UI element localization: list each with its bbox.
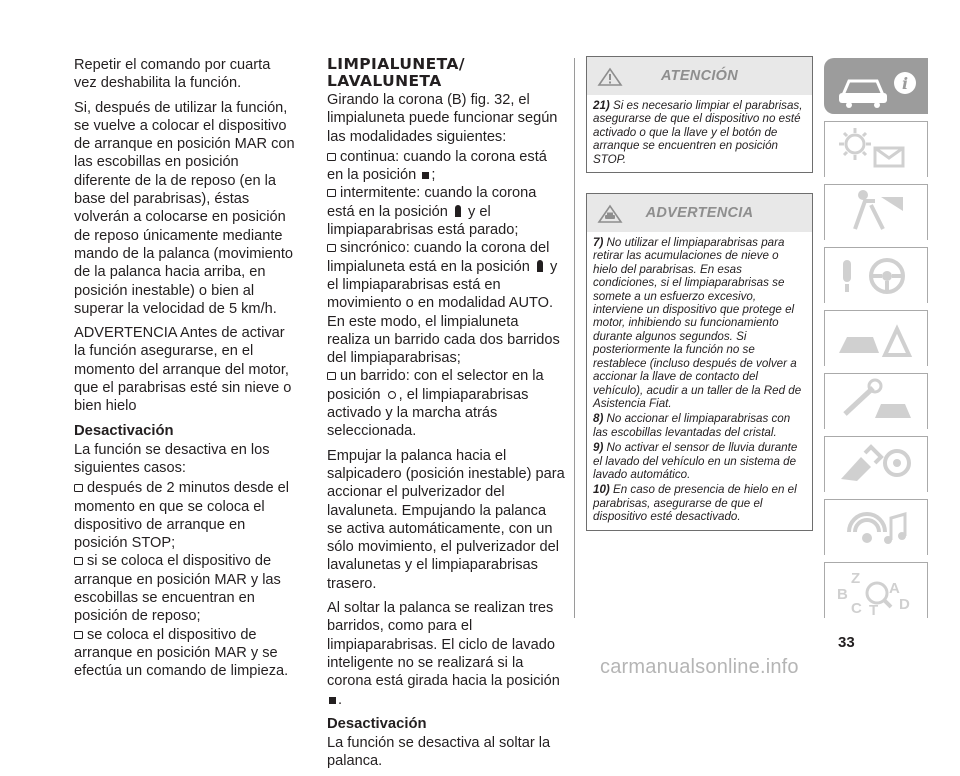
column-middle	[327, 56, 565, 776]
tab-technical-data[interactable]	[824, 436, 928, 492]
list-item: si se coloca el dispositivo de arranque en posición MAR y las escobillas se encuentran en posición de reposo;	[74, 553, 281, 625]
chapter-sidebar	[824, 58, 928, 625]
svg-text:i: i	[901, 74, 909, 93]
continuous-position-icon	[422, 172, 429, 179]
tab-emergency[interactable]	[824, 310, 928, 366]
index-letter: C	[851, 600, 862, 617]
warning-lights-icon	[825, 122, 929, 177]
multimedia-icon	[825, 500, 929, 555]
attention-box	[586, 56, 813, 173]
tab-safety[interactable]	[824, 184, 928, 240]
section-heading-desactivacion: Desactivación	[74, 422, 174, 439]
attention-body: 21) Si es necesario limpiar el parabrisas, asegurarse de que el dispositivo no esté activado o que la llave y el botón de arranque se encuentren en posición STOP.	[593, 99, 803, 166]
bullet-icon	[327, 372, 336, 380]
bullet-icon	[74, 484, 83, 492]
warning-body: 7) No utilizar el limpiaparabrisas para retirar las acumulaciones de nieve o hielo del parabrisas. En esas condiciones, si el limpiaparabrisas se somete a un esfuerzo excesivo, interviene un dispositivo que protege el motor, inhibiendo su funcionamiento durante algunos segundos. Si posteriormente la función no se restablece (incluso después de volver a accionar la llave de contacto del vehículo), acudir a un taller de la Red de Asistencia Fiat. 8) No accionar el limpiaparabrisas con las escobillas levantadas del cristal. 9) No activar el sensor de lluvia durante el lavado del vehículo en un sistema de lavado automático. 10) En caso de presencia de hielo en el parabrisas, asegurarse de que el dispositivo esté desactivado.	[593, 236, 802, 524]
list-item: después de 2 minutos desde el momento en que se coloca el dispositivo de arranque en posición STOP;	[74, 480, 290, 552]
index-letter: Z	[851, 570, 861, 587]
sync-position-icon	[537, 260, 543, 272]
bullet-icon	[74, 631, 83, 639]
tab-index[interactable]	[824, 562, 928, 618]
section-heading-desactivacion: Desactivación	[327, 715, 427, 732]
warning-label: ADVERTENCIA	[645, 205, 754, 222]
wrench-car-icon	[825, 374, 929, 429]
index-letter: A	[889, 580, 900, 597]
index-letter: D	[899, 596, 910, 613]
bullet-icon	[327, 189, 336, 197]
paragraph: La función se desactiva al soltar la palanca.	[327, 734, 551, 770]
list-item: sincrónico: cuando la corona del limpialuneta está en la posición y el limpiaparabrisas está en movimiento o en modalidad AUTO. En este modo, el limpialuneta realiza un barrido cada dos barridos del limpiaparabrisas;	[327, 240, 560, 367]
attention-header	[587, 57, 812, 95]
paragraph: Girando la corona (B) fig. 32, el limpialuneta puede funcionar según las modalidades siguientes:	[327, 92, 558, 145]
tab-warning-lights[interactable]	[824, 121, 928, 177]
index-letter: T	[869, 602, 879, 618]
column-divider	[574, 58, 575, 618]
bullet-icon	[327, 153, 336, 161]
bullet-icon	[74, 557, 83, 565]
index-letter: B	[837, 586, 848, 603]
continuous-position-icon	[329, 697, 336, 704]
safety-airbag-icon	[825, 185, 929, 240]
list-item: se coloca el dispositivo de arranque en posición MAR y se efectúa un comando de limpieza.	[74, 626, 289, 680]
column-left	[74, 56, 296, 681]
list-item: intermitente: cuando la corona está en la posición y el limpiaparabrisas está parado;	[327, 185, 537, 239]
tab-driving[interactable]	[824, 247, 928, 303]
tab-maintenance[interactable]	[824, 373, 928, 429]
paragraph: Si, después de utilizar la función, se vuelve a colocar el dispositivo de arranque en posición MAR con las escobillas en posición diferente de la de reposo (en la base del parabrisas), éstas volverán a colocarse en posición de reposo únicamente mediante mando de la palanca (movimiento de la palanca hacia arriba, en posición inestable) o bien al superar la velocidad de 5 km/h.	[74, 99, 295, 317]
steering-wheel-icon	[825, 248, 929, 303]
warning-box	[586, 193, 813, 531]
paragraph: La función se desactiva en los siguientes casos:	[74, 441, 270, 476]
index-icon	[825, 563, 929, 618]
warning-header	[587, 194, 812, 232]
column-right	[586, 56, 813, 531]
list-item: un barrido: con el selector en la posición , el limpiaparabrisas activado y la marcha atrás seleccionada.	[327, 368, 544, 440]
breakdown-triangle-icon	[825, 311, 929, 366]
page-number: 33	[838, 634, 855, 651]
paragraph: Al soltar la palanca se realizan tres barridos, como para el limpiaparabrisas. El ciclo de lavado inteligente no se realizará si la corona está girada hacia la posición .	[327, 600, 560, 708]
paragraph: ADVERTENCIA Antes de activar la función asegurarse, en el momento del arranque del motor, que el parabrisas esté sin nieve o bien hielo	[74, 325, 292, 415]
bullet-icon	[327, 244, 336, 252]
paragraph: Empujar la palanca hacia el salpicadero (posición inestable) para accionar el pulverizador del lavaluneta. Empujando la palanca se activa automáticamente, con un sólo movimiento, el pulverizador del lavalunetas y el limpiaparabrisas trasero.	[327, 447, 565, 592]
paragraph: Repetir el comando por cuarta vez deshabilita la función.	[74, 57, 271, 92]
watermark-footer: carmanualsonline.info	[600, 656, 799, 678]
car-info-icon	[825, 59, 929, 114]
section-title: LIMPIALUNETA/ LAVALUNETA	[327, 55, 465, 90]
single-sweep-position-icon	[388, 391, 396, 399]
list-item: continua: cuando la corona está en la posición ;	[327, 148, 547, 184]
intermittent-position-icon	[455, 205, 461, 217]
tab-car-info[interactable]	[824, 58, 928, 114]
tab-multimedia[interactable]	[824, 499, 928, 555]
attention-label: ATENCIÓN	[660, 68, 739, 84]
technical-data-icon	[825, 437, 929, 492]
